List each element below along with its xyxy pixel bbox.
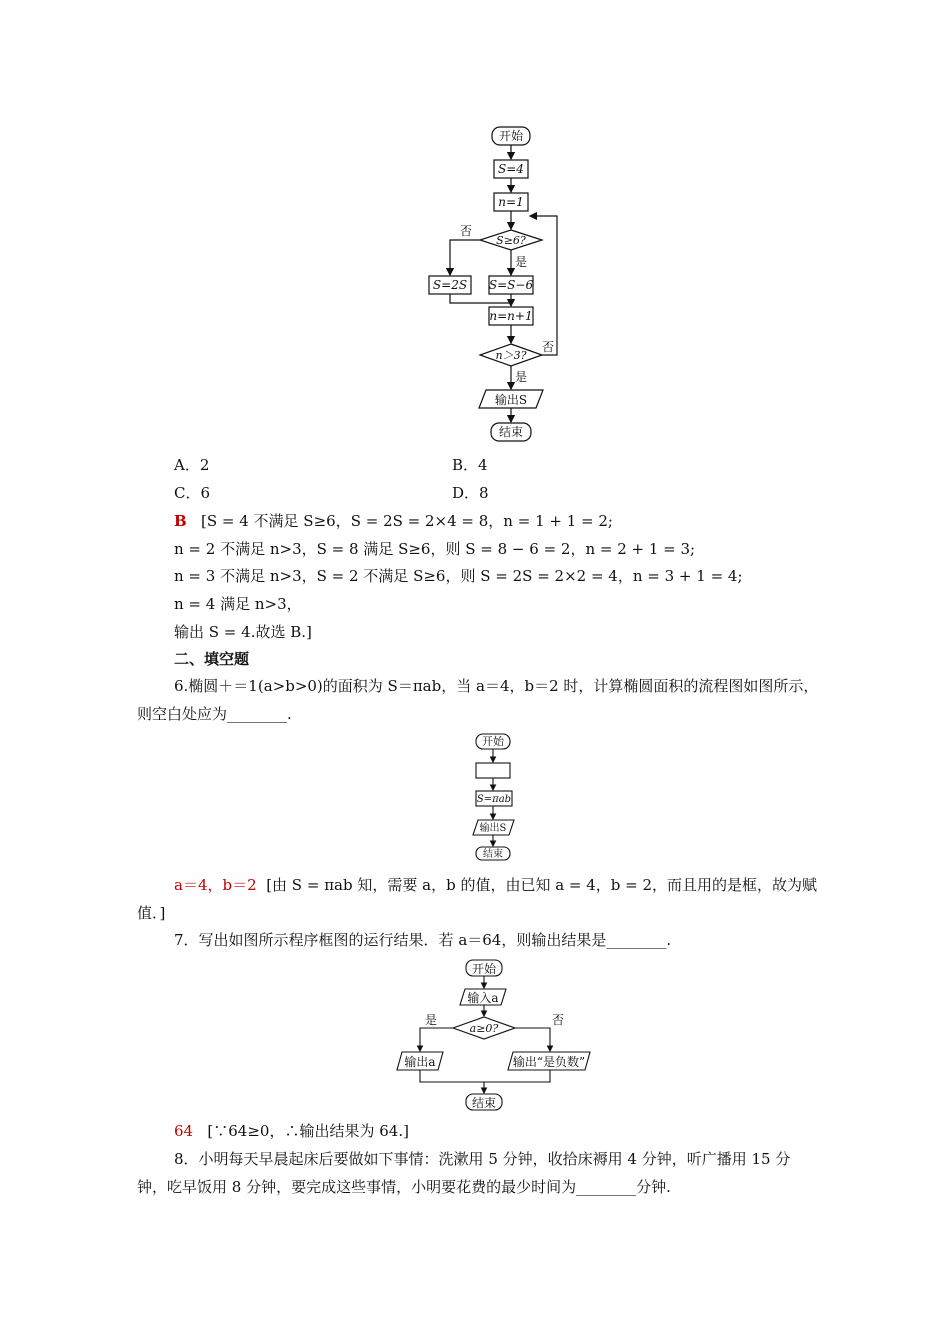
q5-explanation-3: n = 3 不满足 n>3，S = 2 不满足 S≥6，则 S = 2S = 2×2 = 4，n = 3 + 1 = 4; [174, 567, 743, 585]
output-label: 输出S [494, 393, 528, 407]
input-label: 输入a [467, 991, 499, 1005]
q6-explanation-1: [由 S = πab 知，需要 a，b 的值，由已知 a = 4，b = 2，而且用的是框，故为赋 [266, 876, 818, 894]
cond1-label: S≥6? [496, 234, 526, 247]
cond-label-3: a≥0? [469, 1022, 499, 1035]
q6-line1: 6.椭圆＋＝1(a>b>0)的面积为 S＝πab，当 a＝4，b＝2 时，计算椭圆面积的流程图如图所示， [174, 677, 819, 695]
no2-label: 否 [541, 340, 555, 354]
no-label-3: 否 [551, 1013, 565, 1027]
start-label-3: 开始 [471, 962, 497, 976]
q5-explanation-1: [S = 4 不满足 S≥6，S = 2S = 2×4 = 8，n = 1 + 1 = 2; [201, 512, 613, 530]
q6-answer-line1 [174, 875, 817, 895]
end-label-2: 结束 [483, 849, 503, 860]
option-c: C．6 [174, 484, 211, 502]
blank-box [476, 763, 510, 778]
no1-label: 否 [459, 224, 473, 238]
q7-text: 7．写出如图所示程序框图的运行结果．若 a＝64，则输出结果是________. [174, 931, 672, 949]
section-heading: 二、填空题 [174, 650, 250, 668]
q7-answer [174, 1121, 409, 1141]
q5-answer-letter: B [174, 512, 187, 530]
out-right-label: 输出“是负数” [512, 1055, 586, 1069]
output-label-2: 输出S [479, 823, 507, 834]
flowchart-2 [0, 730, 950, 860]
yes-label-3: 是 [424, 1013, 438, 1027]
yes1-label: 是 [514, 255, 528, 269]
q6-line2: 则空白处应为________. [137, 705, 292, 723]
yes2-label: 是 [514, 370, 528, 384]
q5-explanation-4: n = 4 满足 n>3， [174, 595, 302, 613]
flowchart-3 [0, 955, 950, 1115]
formula-label: S=πab [476, 794, 512, 805]
q8-line2: 钟，吃早饭用 8 分钟，要完成这些事情，小明要花费的最少时间为________分钟. [137, 1178, 671, 1196]
q7-explanation: [∵64≥0，∴输出结果为 64.] [207, 1122, 409, 1140]
out-left-label: 输出a [404, 1055, 436, 1069]
q6-explanation-2: 值．] [137, 904, 166, 922]
end-label-3: 结束 [471, 1096, 497, 1110]
cond2-label: n＞3? [495, 349, 527, 362]
flowchart-1 [0, 0, 950, 460]
option-d: D．8 [452, 484, 489, 502]
start-label: 开始 [498, 129, 524, 143]
right-box-label: S=S−6 [488, 278, 534, 292]
n-inc-label: n=n+1 [489, 309, 533, 323]
option-b: B．4 [452, 456, 488, 474]
q5-explanation-5: 输出 S = 4.故选 B.] [174, 623, 312, 641]
q6-answer-value: a＝4，b＝2 [174, 876, 257, 894]
q5-explanation-2: n = 2 不满足 n>3，S = 8 满足 S≥6，则 S = 8 − 6 = 2，n = 2 + 1 = 3; [174, 540, 696, 558]
left-box-label: S=2S [432, 278, 468, 292]
q8-line1: 8．小明每天早晨起床后要做如下事情：洗漱用 5 分钟，收拾床褥用 4 分钟，听广播用 15 分 [174, 1150, 791, 1168]
q7-answer-value: 64 [174, 1122, 194, 1140]
start-label-2: 开始 [482, 735, 504, 748]
option-a: A．2 [174, 456, 210, 474]
end-label: 结束 [498, 425, 524, 439]
q5-answer-line1 [174, 511, 613, 531]
n-init-label: n=1 [498, 195, 524, 209]
s-init-label: S=4 [498, 162, 524, 176]
